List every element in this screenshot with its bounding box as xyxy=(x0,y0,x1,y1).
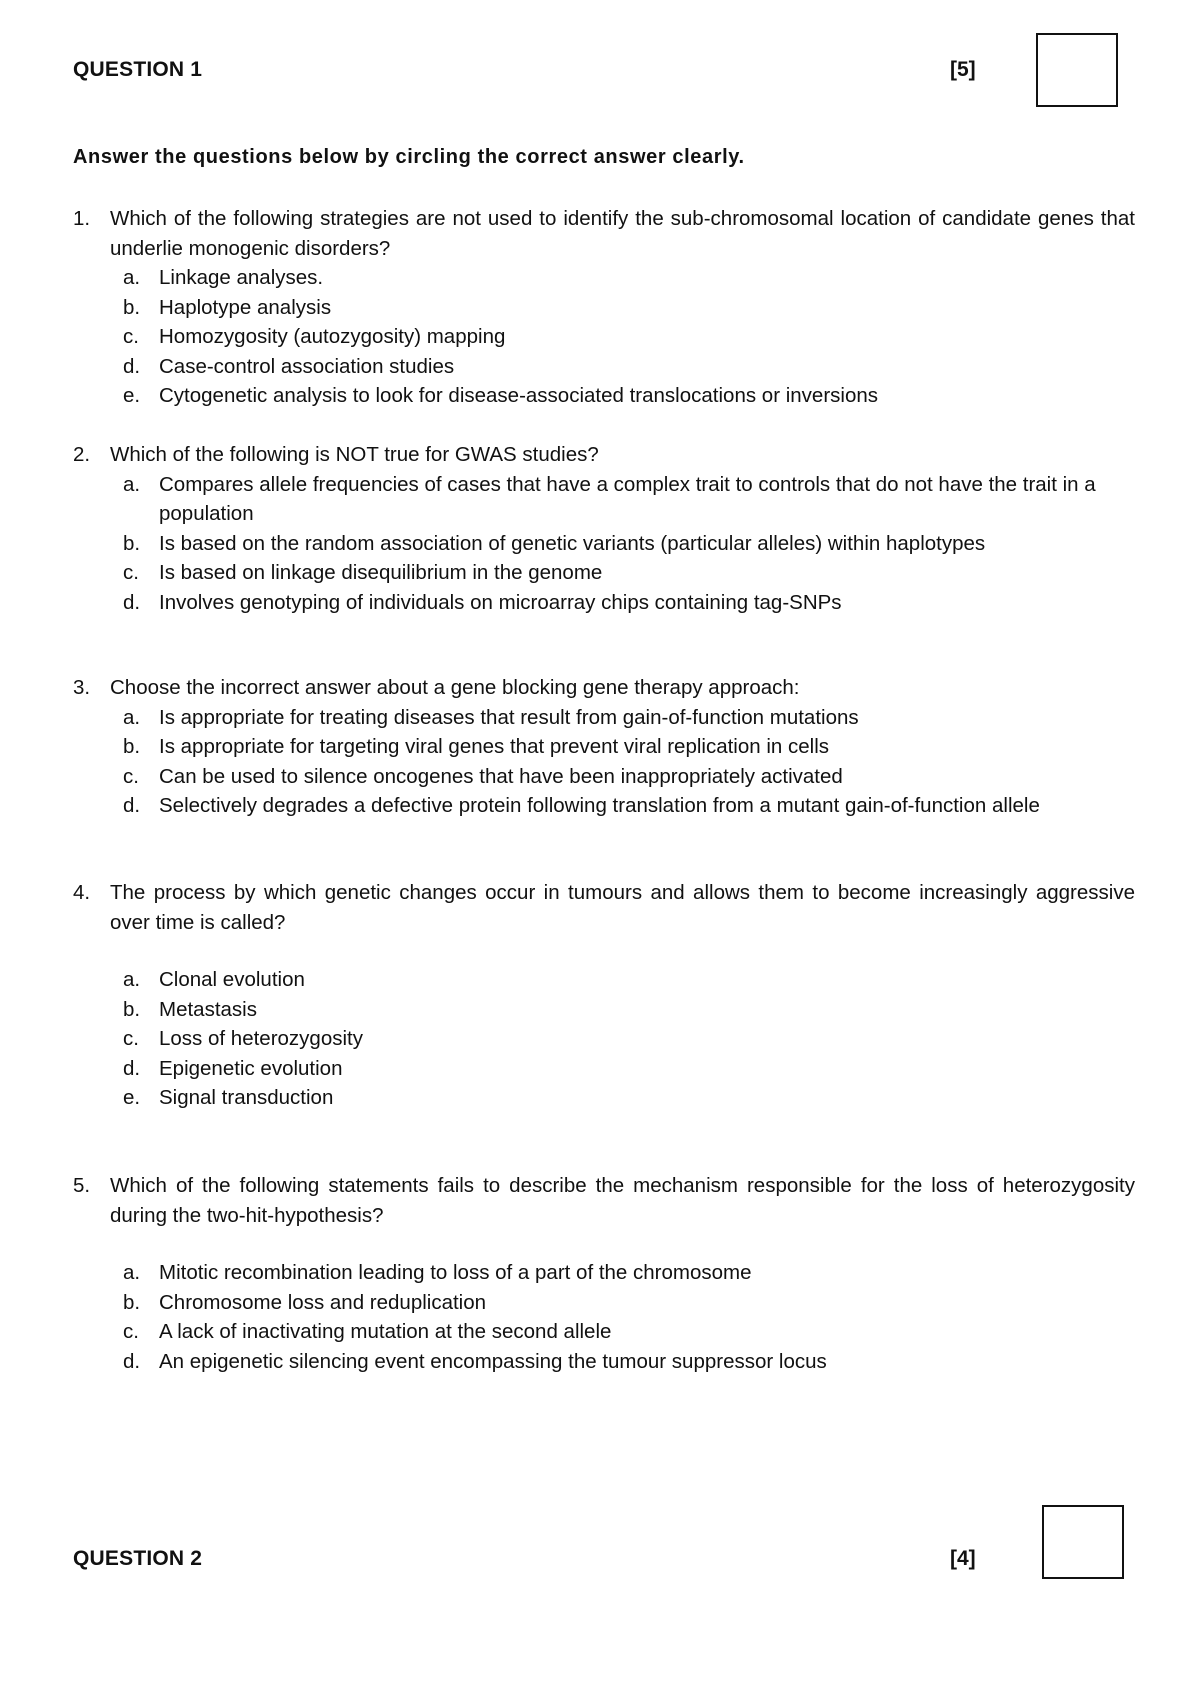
question-number: 3. xyxy=(73,676,91,699)
question-text: Which of the following strategies are not used to identify the sub-chromosomal location of candidate genes that underlie monogenic disorders? xyxy=(110,207,1135,260)
answer-option[interactable] xyxy=(73,791,1135,821)
option-text: Is based on linkage disequilibrium in the genome xyxy=(159,561,603,584)
question-1-heading: QUESTION 1 xyxy=(73,58,203,81)
option-text: Linkage analyses. xyxy=(159,266,324,289)
option-text: Case-control association studies xyxy=(159,354,455,378)
option-letter: c. xyxy=(123,325,139,348)
answer-option[interactable] xyxy=(73,965,1135,995)
answer-option[interactable] xyxy=(73,263,1135,293)
question-text: Which of the following statements fails to describe the mechanism responsible for the loss of heterozygosity during the two-hit-hypothesis? xyxy=(110,1174,1135,1227)
option-text: Cytogenetic analysis to look for disease-associated translocations or inversions xyxy=(159,384,879,407)
option-letter: c. xyxy=(123,561,139,584)
option-text: Is based on the random association of genetic variants (particular alleles) within haplotypes xyxy=(159,531,986,555)
option-letter: c. xyxy=(123,1320,139,1343)
instruction-text: Answer the questions below by circling the correct answer clearly. xyxy=(73,146,745,168)
answer-option[interactable] xyxy=(73,293,1135,323)
answer-option[interactable] xyxy=(73,1288,1135,1318)
question-item xyxy=(73,1171,1135,1376)
answer-option[interactable] xyxy=(73,732,1135,762)
option-text: Haplotype analysis xyxy=(159,295,332,319)
answer-option[interactable] xyxy=(73,1054,1135,1084)
answer-option[interactable] xyxy=(73,470,1135,529)
question-2-marks: [4] xyxy=(950,1547,976,1570)
question-text: The process by which genetic changes occur in tumours and allows them to become increasingly aggressive over time is called? xyxy=(110,881,1135,934)
answer-option[interactable] xyxy=(73,995,1135,1025)
option-letter: d. xyxy=(123,794,141,817)
option-text: Involves genotyping of individuals on microarray chips containing tag-SNPs xyxy=(159,590,842,614)
answer-option[interactable] xyxy=(73,352,1135,382)
option-letter: a. xyxy=(123,968,141,991)
question-item xyxy=(73,673,1135,821)
question-text: Which of the following is NOT true for GWAS studies? xyxy=(110,443,599,466)
question-number: 4. xyxy=(73,881,91,904)
answer-options xyxy=(73,965,1135,1113)
option-letter: d. xyxy=(123,1056,141,1080)
option-text: An epigenetic silencing event encompassing the tumour suppressor locus xyxy=(159,1349,827,1373)
option-letter: b. xyxy=(123,735,141,758)
option-letter: a. xyxy=(123,266,141,289)
answer-option[interactable] xyxy=(73,1083,1135,1113)
answer-option[interactable] xyxy=(73,1347,1135,1377)
option-text: Signal transduction xyxy=(159,1086,334,1109)
option-letter: e. xyxy=(123,384,141,407)
option-text: Clonal evolution xyxy=(159,968,305,991)
option-letter: b. xyxy=(123,1290,141,1314)
option-letter: b. xyxy=(123,531,141,555)
question-2-heading: QUESTION 2 xyxy=(73,1547,203,1570)
answer-option[interactable] xyxy=(73,529,1135,559)
question-number: 2. xyxy=(73,443,91,466)
option-letter: d. xyxy=(123,1349,141,1373)
option-text: A lack of inactivating mutation at the second allele xyxy=(159,1320,612,1343)
option-text: Mitotic recombination leading to loss of a part of the chromosome xyxy=(159,1261,752,1284)
answer-option[interactable] xyxy=(73,762,1135,792)
question-number: 5. xyxy=(73,1174,91,1197)
option-text: Loss of heterozygosity xyxy=(159,1027,363,1050)
option-letter: a. xyxy=(123,705,141,729)
option-text: Chromosome loss and reduplication xyxy=(159,1290,487,1314)
answer-options xyxy=(73,1258,1135,1376)
question-1-marks: [5] xyxy=(950,58,976,81)
option-text: Can be used to silence oncogenes that have been inappropriately activated xyxy=(159,764,843,788)
option-letter: c. xyxy=(123,1027,139,1050)
answer-options xyxy=(73,470,1135,618)
answer-option[interactable] xyxy=(73,322,1135,352)
option-text: Selectively degrades a defective protein following translation from a mutant gain-of-function allele xyxy=(159,794,1040,817)
question-text: Choose the incorrect answer about a gene blocking gene therapy approach: xyxy=(110,676,800,699)
option-letter: b. xyxy=(123,997,141,1021)
option-letter: a. xyxy=(123,472,141,496)
answer-option[interactable] xyxy=(73,588,1135,618)
question-item xyxy=(73,440,1135,617)
option-text: Is appropriate for treating diseases that result from gain-of-function mutations xyxy=(159,705,859,729)
question-2-score-box[interactable] xyxy=(1042,1505,1124,1579)
answer-option[interactable] xyxy=(73,558,1135,588)
option-letter: d. xyxy=(123,354,141,378)
option-letter: b. xyxy=(123,295,141,319)
question-item xyxy=(73,204,1135,411)
option-text: Is appropriate for targeting viral genes that prevent viral replication in cells xyxy=(159,735,830,758)
answer-options xyxy=(73,703,1135,821)
option-letter: d. xyxy=(123,590,141,614)
option-text: Metastasis xyxy=(159,997,257,1021)
option-letter: a. xyxy=(123,1261,141,1284)
question-item xyxy=(73,878,1135,1113)
answer-option[interactable] xyxy=(73,1258,1135,1288)
question-1-score-box[interactable] xyxy=(1036,33,1118,107)
answer-option[interactable] xyxy=(73,381,1135,411)
answer-option[interactable] xyxy=(73,1317,1135,1347)
option-letter: e. xyxy=(123,1086,141,1109)
option-text: Compares allele frequencies of cases that have a complex trait to controls that do not have the trait in a population xyxy=(159,472,1096,525)
option-letter: c. xyxy=(123,764,139,788)
question-number: 1. xyxy=(73,207,91,230)
option-text: Epigenetic evolution xyxy=(159,1056,343,1080)
answer-options xyxy=(73,263,1135,411)
option-text: Homozygosity (autozygosity) mapping xyxy=(159,325,506,348)
answer-option[interactable] xyxy=(73,703,1135,733)
answer-option[interactable] xyxy=(73,1024,1135,1054)
